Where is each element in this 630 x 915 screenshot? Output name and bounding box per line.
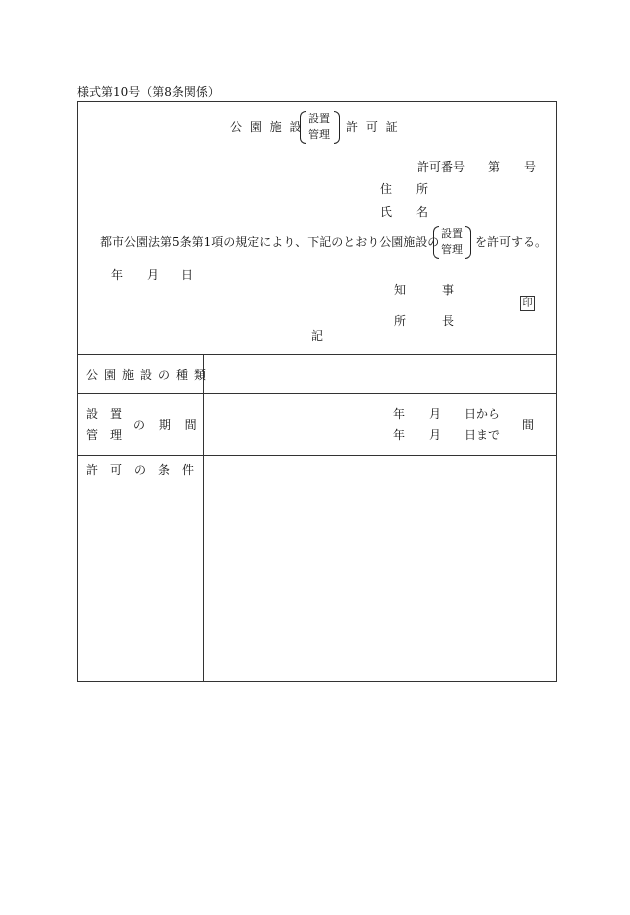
permit-number-go: 号 — [524, 160, 537, 174]
body-option-setting: 設置 — [441, 227, 463, 240]
permit-number-label: 許可番号 — [417, 160, 466, 174]
director-label: 所 長 — [394, 314, 455, 328]
title-prefix: 公 園 施 設 — [230, 120, 304, 134]
period-from-month: 月 — [429, 407, 442, 421]
divider-3 — [77, 455, 557, 456]
period-from-year: 年 — [393, 407, 406, 421]
period-label-management: 管 理 — [86, 428, 123, 442]
body-bracket-left — [433, 226, 439, 259]
period-to-year: 年 — [393, 428, 406, 442]
ki-label: 記 — [311, 329, 324, 343]
form-number: 様式第10号（第8条関係） — [77, 85, 220, 99]
permit-number-dai: 第 — [488, 160, 501, 174]
title-option-setting: 設置 — [308, 112, 330, 125]
address-label: 住 所 — [380, 182, 429, 196]
period-to-month: 月 — [429, 428, 442, 442]
body-text-after: を許可する。 — [475, 235, 548, 249]
title-bracket-right — [334, 111, 340, 144]
title-bracket-left — [300, 111, 306, 144]
governor-label: 知 事 — [394, 283, 455, 297]
conditions-label: 許可の条件 — [86, 463, 207, 477]
period-kan: 間 — [522, 418, 535, 432]
divider-1 — [77, 354, 557, 355]
period-to-day: 日まで — [464, 428, 501, 442]
table-column-divider — [203, 354, 204, 682]
facility-type-label: 公園施設の種類 — [86, 368, 213, 382]
date-year: 年 — [111, 268, 124, 282]
title-suffix: 許 可 証 — [346, 120, 400, 134]
title-option-management: 管理 — [308, 128, 330, 141]
body-text-before: 都市公園法第5条第1項の規定により、下記のとおり公園施設の — [100, 235, 440, 249]
period-label-suffix: の 期 間 — [133, 418, 202, 432]
period-from-day: 日から — [464, 407, 501, 421]
period-label-setting: 設 置 — [86, 407, 123, 421]
body-bracket-right — [465, 226, 471, 259]
body-option-management: 管理 — [441, 243, 463, 256]
date-day: 日 — [181, 268, 194, 282]
form-frame — [77, 101, 557, 682]
name-label: 氏 名 — [380, 205, 429, 219]
divider-2 — [77, 393, 557, 394]
seal-mark: 印 — [520, 296, 535, 311]
date-month: 月 — [147, 268, 160, 282]
